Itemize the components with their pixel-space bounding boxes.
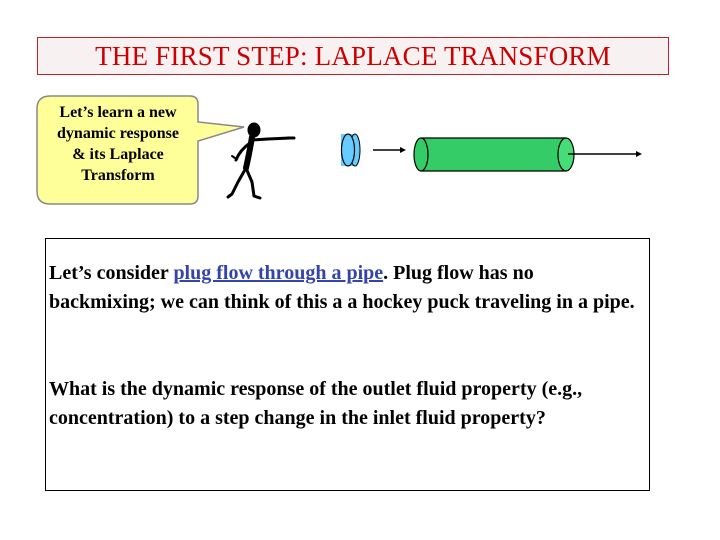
- paragraph-plug-flow: [49, 259, 645, 317]
- outlet-arrow-icon: [568, 151, 642, 157]
- page-title: THE FIRST STEP: LAPLACE TRANSFORM: [95, 40, 611, 71]
- paragraph-question: What is the dynamic response of the outlet fluid property (e.g., concentration) to a step change in the inlet fluid property?: [49, 378, 583, 429]
- callout-line: dynamic response: [57, 125, 179, 142]
- callout-line: Let’s learn a new: [59, 104, 177, 121]
- pipe-icon: [414, 138, 574, 171]
- stick-figure-pointing-icon: [228, 123, 294, 198]
- paragraph-text: Let’s consider: [49, 262, 174, 284]
- plug-flow-link[interactable]: plug flow through a pipe: [173, 262, 384, 284]
- inlet-arrow-icon: [373, 147, 406, 153]
- callout-text: [38, 102, 198, 186]
- content-box: [45, 238, 650, 491]
- paragraph-text: . Plug flow has no backmixing; we can think of this a a hockey puck traveling in a pipe.: [49, 262, 635, 313]
- callout-line: & its Laplace: [72, 146, 164, 163]
- callout-line: Transform: [81, 167, 155, 184]
- hockey-puck-icon: [341, 134, 360, 166]
